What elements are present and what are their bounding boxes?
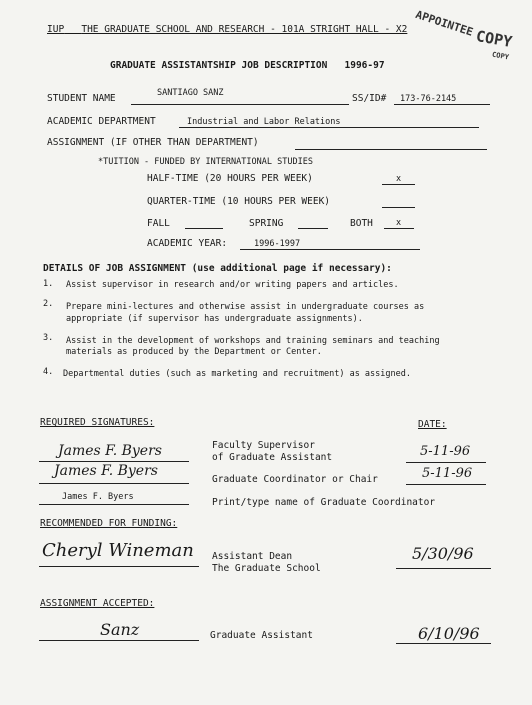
spring-label: SPRING — [249, 218, 284, 229]
dean-sig-line — [39, 566, 199, 567]
date-label: DATE: — [418, 419, 447, 430]
faculty-sig-line — [39, 461, 189, 462]
coordinator-role: Graduate Coordinator or Chair — [212, 474, 378, 485]
academic-year-value: 1996-1997 — [254, 239, 301, 249]
detail-1-line-1: Assist supervisor in research and/or writing papers and articles. — [66, 280, 399, 290]
detail-3-line-1: Assist in the development of workshops and training seminars and teaching — [66, 336, 440, 346]
appointee-stamp — [414, 8, 475, 39]
quarter-time-line — [382, 207, 415, 208]
assistant-date-line — [396, 643, 491, 644]
half-time-label: HALF-TIME (20 HOURS PER WEEK) — [147, 173, 313, 184]
student-name-label: STUDENT NAME — [47, 93, 116, 104]
spring-line — [298, 228, 328, 229]
dean-role-2: The Graduate School — [212, 563, 321, 574]
form-year: 1996-97 — [344, 60, 385, 71]
dean-date: 5/30/96 — [412, 544, 474, 563]
detail-4-line-1: Departmental duties (such as marketing and recruitment) as assigned. — [63, 369, 411, 379]
student-name-line — [131, 104, 349, 105]
both-mark: x — [396, 218, 402, 228]
detail-2-line-2: appropriate (if supervisor has undergraduate assignments). — [66, 314, 363, 324]
coordinator-date: 5-11-96 — [422, 466, 473, 481]
tuition-note: *TUITION - FUNDED BY INTERNATIONAL STUDIES — [98, 157, 313, 167]
form-title-text: GRADUATE ASSISTANTSHIP JOB DESCRIPTION — [110, 60, 328, 71]
school-address: THE GRADUATE SCHOOL AND RESEARCH - 101A STRIGHT HALL - X2 — [81, 24, 408, 35]
detail-2-line-1: Prepare mini-lectures and otherwise assist in undergraduate courses as — [66, 302, 425, 312]
required-signatures-label: REQUIRED SIGNATURES: — [40, 417, 155, 428]
coordinator-signature: James F. Byers — [54, 463, 158, 479]
both-line — [384, 228, 414, 229]
coordinator-printed-name: James F. Byers — [62, 492, 134, 502]
both-label: BOTH — [350, 218, 373, 229]
accepted-label: ASSIGNMENT ACCEPTED: — [40, 598, 155, 609]
faculty-date-line — [406, 462, 486, 463]
faculty-role-1: Faculty Supervisor — [212, 440, 315, 451]
dean-role-1: Assistant Dean — [212, 551, 293, 562]
details-heading: DETAILS OF JOB ASSIGNMENT (use additional page if necessary): — [43, 263, 392, 274]
half-time-mark: x — [396, 174, 402, 184]
assistant-sig-line — [39, 640, 199, 641]
stamp-text-2: COPY — [474, 27, 514, 51]
quarter-time-label: QUARTER-TIME (10 HOURS PER WEEK) — [147, 196, 331, 207]
institution-code: IUP — [47, 24, 65, 35]
detail-3-num: 3. — [43, 333, 54, 343]
assistant-role: Graduate Assistant — [210, 630, 313, 641]
academic-year-line — [240, 249, 420, 250]
stamp-text-3: COPY — [491, 50, 510, 62]
assistant-signature: Sanz — [100, 620, 140, 639]
department-value: Industrial and Labor Relations — [187, 117, 341, 127]
header-line — [47, 24, 407, 35]
faculty-role-2: of Graduate Assistant — [212, 452, 333, 463]
detail-2-num: 2. — [43, 299, 54, 309]
detail-4-num: 4. — [43, 367, 54, 377]
fall-line — [185, 228, 223, 229]
fall-label: FALL — [147, 218, 170, 229]
assistant-date: 6/10/96 — [418, 624, 480, 643]
copy-stamp-small — [491, 51, 509, 62]
printed-name-line — [39, 504, 189, 505]
ssid-label: SS/ID# — [352, 93, 387, 104]
form-title — [110, 60, 385, 71]
department-line — [179, 127, 479, 128]
assignment-label: ASSIGNMENT (IF OTHER THAN DEPARTMENT) — [47, 137, 259, 148]
department-label: ACADEMIC DEPARTMENT — [47, 116, 156, 127]
coordinator-date-line — [406, 484, 486, 485]
detail-3-line-2: materials as produced by the Department or Center. — [66, 347, 322, 357]
coordinator-sig-line — [39, 483, 189, 484]
faculty-date: 5-11-96 — [420, 444, 471, 459]
dean-signature: Cheryl Wineman — [42, 540, 194, 561]
assignment-line — [295, 149, 487, 150]
dean-date-line — [396, 568, 491, 569]
copy-stamp — [475, 27, 514, 51]
ssid-value: 173-76-2145 — [400, 94, 457, 104]
recommended-label: RECOMMENDED FOR FUNDING: — [40, 518, 178, 529]
student-name-value: SANTIAGO SANZ — [157, 88, 224, 98]
print-name-role: Print/type name of Graduate Coordinator — [212, 497, 436, 508]
faculty-signature: James F. Byers — [58, 443, 162, 459]
stamp-text-1: APPOINTEE — [413, 8, 475, 39]
academic-year-label: ACADEMIC YEAR: — [147, 238, 228, 249]
half-time-line — [382, 184, 415, 185]
ssid-line — [394, 104, 490, 105]
detail-1-num: 1. — [43, 279, 54, 289]
